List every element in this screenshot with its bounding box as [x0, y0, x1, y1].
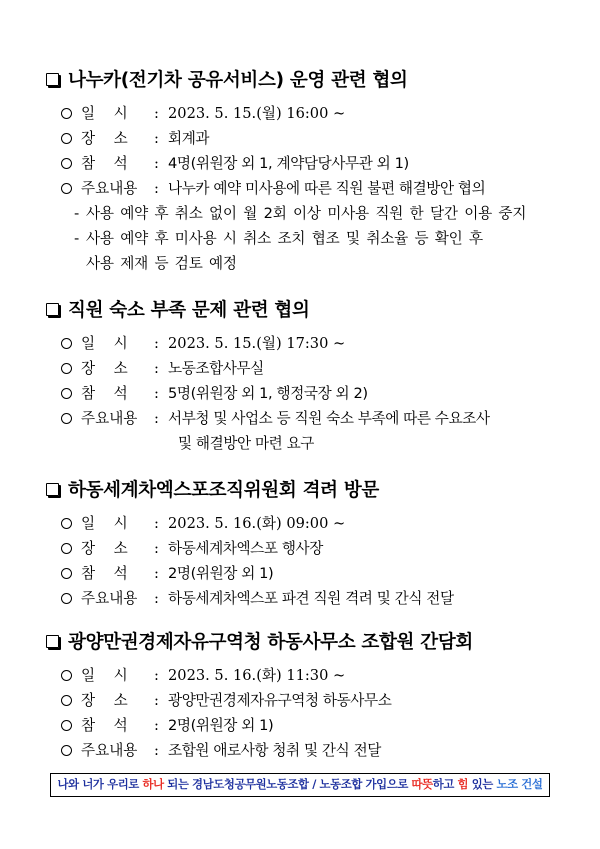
section-nanuka — [44, 66, 564, 276]
info-label: 주요내용 — [81, 590, 138, 607]
sub-item: - 사용 예약 후 미사용 시 취소 조치 협조 및 취소율 등 확인 후 — [74, 230, 483, 247]
section-housing — [44, 296, 564, 456]
info-value: 회계과 — [168, 130, 210, 147]
info-label: 참 석 — [81, 717, 128, 734]
info-label: 주요내용 — [81, 180, 138, 197]
checkbox-bullet-icon — [46, 303, 59, 316]
info-value: 2023. 5. 15.(월) 17:30 ~ — [168, 335, 346, 352]
info-row-content: 주요내용 : 조합원 애로사항 청취 및 간식 전달 — [44, 738, 564, 763]
circle-bullet-icon — [61, 133, 72, 144]
circle-bullet-icon — [61, 183, 72, 194]
slogan-text: 하고 — [432, 777, 458, 791]
info-label: 장 소 — [81, 692, 128, 709]
circle-bullet-icon — [61, 388, 72, 399]
circle-bullet-icon — [61, 720, 72, 731]
circle-bullet-icon — [61, 745, 72, 756]
info-label: 장 소 — [81, 540, 128, 557]
circle-bullet-icon — [61, 158, 72, 169]
info-value: 나누카 예약 미사용에 따른 직원 불편 해결방안 협의 — [168, 180, 486, 197]
slogan-text: 되는 경남도청공무원노동조합 / 노동조합 가입으로 — [163, 777, 412, 791]
info-label: 참 석 — [81, 155, 128, 172]
section-heading — [44, 296, 564, 322]
checkbox-bullet-icon — [46, 73, 59, 86]
section-gwangyang — [44, 628, 564, 763]
slogan-text: 있는 — [468, 777, 497, 791]
info-value-continuation — [44, 431, 564, 456]
info-value: 2023. 5. 15.(월) 16:00 ~ — [168, 105, 346, 122]
info-label: 일 시 — [81, 335, 128, 352]
slogan-highlight: 따뜻 — [411, 777, 433, 791]
info-row-attendees: 참 석 : 2명(위원장 외 1) — [44, 713, 564, 738]
info-value: 조합원 애로사항 청취 및 간식 전달 — [168, 742, 381, 759]
circle-bullet-icon — [61, 338, 72, 349]
info-label: 참 석 — [81, 565, 128, 582]
section-heading — [44, 628, 564, 654]
footer-slogan-box — [50, 773, 550, 797]
sub-item-continuation — [44, 251, 564, 276]
circle-bullet-icon — [61, 593, 72, 604]
info-row-place: 장 소 : 하동세계차엑스포 행사장 — [44, 536, 564, 561]
checkbox-bullet-icon — [46, 483, 59, 496]
info-row-content: 주요내용 : 서부청 및 사업소 등 직원 숙소 부족에 따른 수요조사 — [44, 406, 564, 431]
info-row-date: 일 시 : 2023. 5. 15.(월) 17:30 ~ — [44, 331, 564, 356]
info-value: 하동세계차엑스포 행사장 — [168, 540, 323, 557]
info-row-place: 장 소 : 회계과 — [44, 126, 564, 151]
slogan-highlight: 힘 — [457, 777, 469, 791]
info-value: 2023. 5. 16.(화) 09:00 ~ — [168, 515, 346, 532]
info-label: 일 시 — [81, 667, 128, 684]
checkbox-bullet-icon — [46, 635, 59, 648]
section-title: 나누카(전기차 공유서비스) 운영 관련 협의 — [68, 70, 408, 91]
sub-item-text: 사용 예약 후 취소 없이 월 2회 이상 미사용 직원 한 달간 이용 중지 — [86, 205, 527, 222]
info-label: 일 시 — [81, 105, 128, 122]
info-row-date: 일 시 : 2023. 5. 16.(화) 09:00 ~ — [44, 511, 564, 536]
info-label: 장 소 — [81, 360, 128, 377]
info-row-attendees: 참 석 : 2명(위원장 외 1) — [44, 561, 564, 586]
info-value: 서부청 및 사업소 등 직원 숙소 부족에 따른 수요조사 — [168, 410, 490, 427]
circle-bullet-icon — [61, 568, 72, 579]
slogan-text: 나와 너가 우리로 — [57, 777, 143, 791]
info-value: 4명(위원장 외 1, 계약담당사무관 외 1) — [168, 155, 409, 172]
sub-item: - 사용 예약 후 취소 없이 월 2회 이상 미사용 직원 한 달간 이용 중지 — [74, 205, 527, 222]
info-label: 주요내용 — [81, 742, 138, 759]
section-title: 하동세계차엑스포조직위원회 격려 방문 — [68, 480, 379, 501]
info-row-place: 장 소 : 광양만권경제자유구역청 하동사무소 — [44, 688, 564, 713]
circle-bullet-icon — [61, 695, 72, 706]
info-value: 하동세계차엑스포 파견 직원 격려 및 간식 전달 — [168, 590, 454, 607]
circle-bullet-icon — [61, 108, 72, 119]
info-value: 2명(위원장 외 1) — [168, 717, 274, 734]
info-value: 및 해결방안 마련 요구 — [178, 435, 314, 452]
slogan-highlight: 노조 건설 — [496, 777, 543, 791]
info-row-attendees: 참 석 : 4명(위원장 외 1, 계약담당사무관 외 1) — [44, 151, 564, 176]
sub-item-text: 사용 예약 후 미사용 시 취소 조치 협조 및 취소율 등 확인 후 — [86, 230, 483, 247]
info-row-date: 일 시 : 2023. 5. 15.(월) 16:00 ~ — [44, 101, 564, 126]
sub-item-text: 사용 제재 등 검토 예정 — [86, 255, 237, 272]
circle-bullet-icon — [61, 413, 72, 424]
info-value: 5명(위원장 외 1, 행정국장 외 2) — [168, 385, 368, 402]
info-value: 2023. 5. 16.(화) 11:30 ~ — [168, 667, 346, 684]
info-value: 광양만권경제자유구역청 하동사무소 — [168, 692, 392, 709]
info-label: 주요내용 — [81, 410, 138, 427]
circle-bullet-icon — [61, 363, 72, 374]
info-row-place: 장 소 : 노동조합사무실 — [44, 356, 564, 381]
info-row-date: 일 시 : 2023. 5. 16.(화) 11:30 ~ — [44, 663, 564, 688]
slogan-highlight: 하나 — [142, 777, 164, 791]
section-title: 직원 숙소 부족 문제 관련 협의 — [68, 300, 310, 321]
circle-bullet-icon — [61, 670, 72, 681]
info-label: 참 석 — [81, 385, 128, 402]
info-row-attendees: 참 석 : 5명(위원장 외 1, 행정국장 외 2) — [44, 381, 564, 406]
info-label: 장 소 — [81, 130, 128, 147]
info-row-content: 주요내용 : 하동세계차엑스포 파견 직원 격려 및 간식 전달 — [44, 586, 564, 611]
circle-bullet-icon — [61, 518, 72, 529]
section-heading — [44, 66, 564, 92]
info-row-content: 주요내용 : 나누카 예약 미사용에 따른 직원 불편 해결방안 협의 — [44, 176, 564, 201]
circle-bullet-icon — [61, 543, 72, 554]
info-value: 노동조합사무실 — [168, 360, 264, 377]
section-heading — [44, 476, 564, 502]
section-title: 광양만권경제자유구역청 하동사무소 조합원 간담회 — [68, 632, 473, 653]
info-value: 2명(위원장 외 1) — [168, 565, 274, 582]
info-label: 일 시 — [81, 515, 128, 532]
section-tea-expo — [44, 476, 564, 611]
